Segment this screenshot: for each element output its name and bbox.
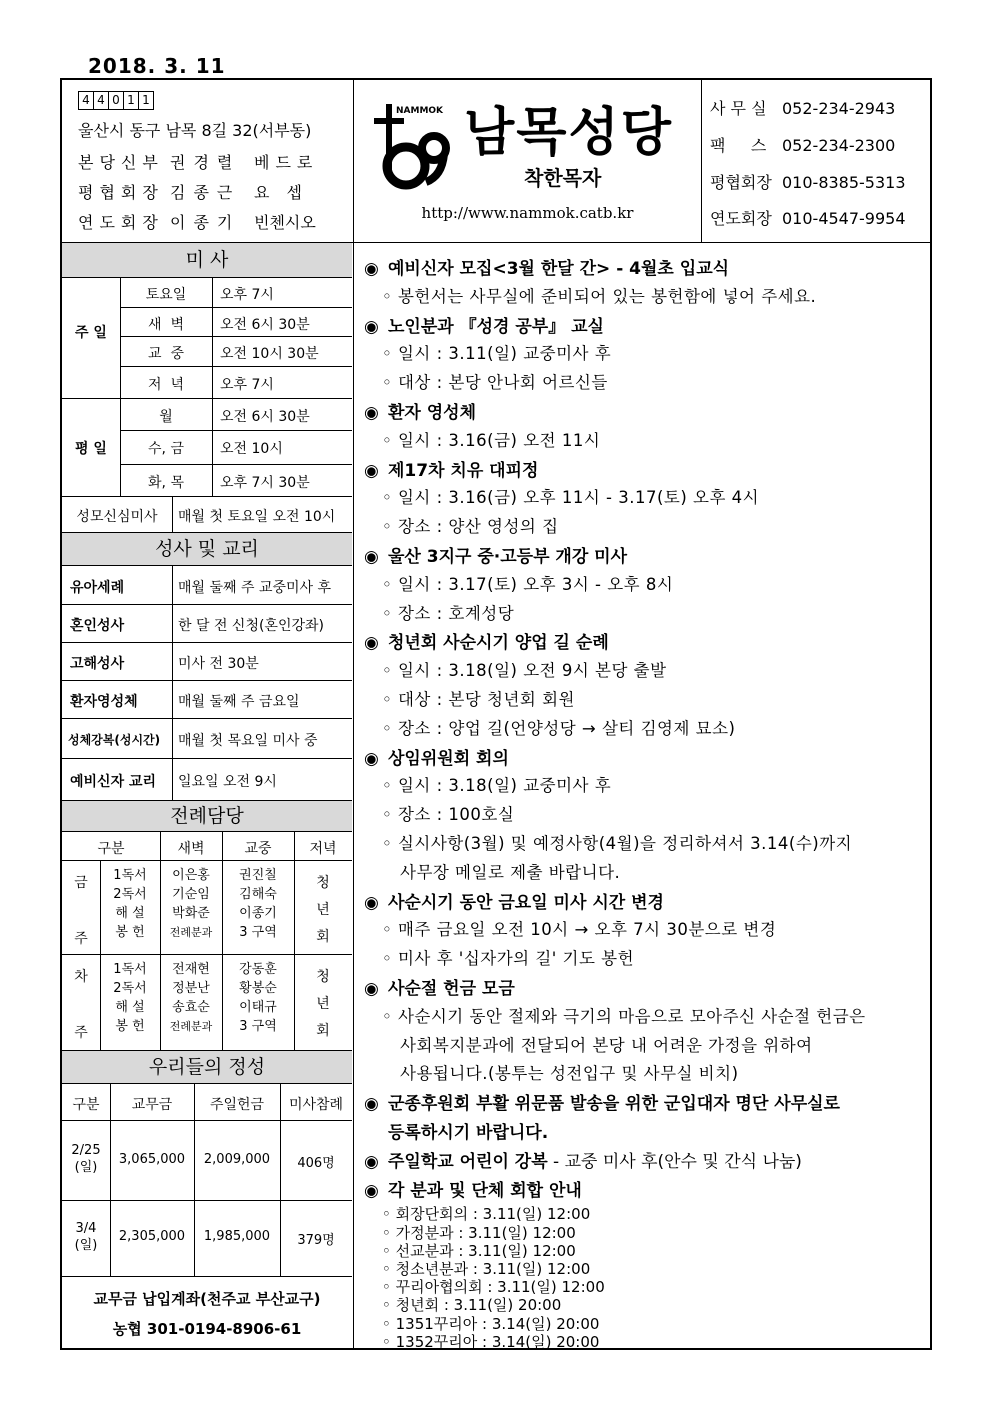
meeting-line: ◦ 선교분과 : 3.11(일) 12:00: [382, 1241, 576, 1260]
liturgy-person: 정분난: [172, 981, 210, 996]
liturgy-week-label: 주: [74, 931, 88, 947]
contact-label: 평협회장: [710, 173, 772, 192]
notice-heading-text: 울산 3지구 중·고등부 개강 미사: [388, 547, 628, 567]
notice-line: ◦ 일시 : 3.18(일) 오전 9시 본당 출발: [382, 661, 667, 681]
offering-header: 미사참례: [288, 1097, 344, 1113]
bullet-icon: ◉: [364, 316, 379, 337]
notice-line-cont: 사용됩니다.(봉투는 성전입구 및 사무실 비치): [400, 1064, 739, 1084]
meeting-line: ◦ 꾸리아협의회 : 3.11(일) 12:00: [382, 1278, 605, 1297]
offering-dues: 3,065,000: [118, 1152, 186, 1167]
offering-attendance: 406명: [297, 1156, 335, 1171]
staff-saint: 베드로: [254, 153, 319, 172]
liturgy-person: 송효순: [172, 1000, 210, 1015]
notice-heading-tail: - 교중 미사 후(안수 및 간식 나눔): [547, 1151, 802, 1172]
logo-text: NAMMOK: [396, 106, 444, 116]
offering-collection: 2,009,000: [203, 1152, 271, 1167]
notice-heading-text: 예비신자 모집<3월 한달 간> - 4월초 입교식: [388, 259, 730, 279]
notice-line-cont: 사무장 메일로 제출 바랍니다.: [400, 862, 621, 882]
account-number: 농협 301-0194-8906-61: [112, 1320, 302, 1338]
sacrament-desc: 미사 전 30분: [178, 656, 259, 672]
notice-heading: [364, 398, 476, 423]
contact-value: 052-234-2943: [782, 99, 896, 118]
notice-line: ◦ 사순시기 동안 절제와 극기의 마음으로 모아주신 사순절 헌금은: [382, 1006, 866, 1026]
sacrament-name: 유아세례: [70, 580, 125, 596]
bullet-icon: ◉: [364, 1180, 379, 1201]
notices-column: [354, 242, 932, 1350]
bullet-icon: ◉: [364, 403, 379, 423]
liturgy-person: 년: [316, 902, 330, 918]
header-contacts: [702, 80, 932, 242]
offering-day-value: (일): [74, 1238, 98, 1253]
sunday-label: 주 일: [75, 325, 107, 341]
bullet-icon: ◉: [364, 1151, 379, 1172]
mass-time: 오후 7시: [220, 377, 274, 393]
sacrament-name: 혼인성사: [70, 618, 125, 634]
offering-date: [62, 1220, 110, 1254]
liturgy-header: 교중: [244, 841, 272, 857]
notice-line: ◦ 일시 : 3.16(금) 오후 11시 - 3.17(토) 오후 4시: [382, 488, 760, 508]
liturgy-header: 새벽: [177, 841, 205, 857]
mass-day: 새 벽: [148, 317, 184, 333]
liturgy-person: 3 구역: [239, 1019, 277, 1034]
liturgy-title: 전례담당: [62, 800, 352, 832]
mass-title: 미 사: [62, 242, 352, 278]
notice-heading: [364, 542, 627, 567]
liturgy-person: 청: [316, 875, 330, 891]
notice-line: ◦ 장소 : 100호실: [382, 805, 515, 825]
liturgy-person: 권진칠: [239, 868, 277, 883]
notice-line: ◦ 장소 : 양업 길(언양성당 → 살티 김영제 묘소): [382, 718, 736, 738]
notice-line: ◦ 일시 : 3.11(일) 교중미사 후: [382, 344, 612, 364]
contact-value: 010-4547-9954: [782, 209, 906, 228]
liturgy-person: 전재현: [172, 962, 210, 977]
sacrament-desc: 매월 첫 목요일 미사 중: [178, 733, 318, 749]
sacrament-desc: 매월 둘째 주 교중미사 후: [178, 580, 332, 596]
notice-line: ◦ 장소 : 호계성당: [382, 603, 515, 623]
liturgy-person: 년: [316, 996, 330, 1012]
mass-day: 교 중: [148, 346, 184, 362]
notice-line: ◦ 장소 : 양산 영성의 집: [382, 517, 559, 537]
liturgy-week-label: 주: [74, 1025, 88, 1041]
liturgy-dawn: [160, 960, 222, 1036]
notice-heading-text: 군종후원회 부활 위문품 발송을 위한 군입대자 명단 사무실로: [388, 1094, 840, 1115]
bullet-icon: ◉: [364, 892, 379, 913]
notice-heading: [364, 974, 515, 999]
liturgy-person: 전례분과: [169, 1020, 213, 1033]
staff-row: [78, 210, 316, 233]
zip-digit: 4: [93, 91, 109, 110]
bullet-icon: ◉: [364, 633, 379, 654]
notice-line-cont: 사회복지분과에 전달되어 본당 내 어려운 가정을 위하여: [400, 1035, 813, 1055]
liturgy-person: 청: [316, 969, 330, 985]
notice-line: ◦ 일시 : 3.18(일) 교중미사 후: [382, 776, 612, 796]
liturgy-week-label: 차: [74, 969, 88, 985]
mass-day: 수, 금: [148, 441, 184, 457]
contact-label: 사 무 실: [710, 99, 767, 118]
zip-digit: 1: [123, 91, 139, 110]
mass-time: 오후 7시 30분: [220, 475, 310, 491]
bulletin-date: 2018. 3. 11: [88, 54, 226, 78]
bullet-icon: ◉: [364, 1094, 379, 1115]
notice-heading-text: 환자 영성체: [388, 403, 477, 423]
offering-header: 교무금: [131, 1097, 173, 1113]
liturgy-person: 김해숙: [239, 887, 277, 902]
zip-digit: 1: [138, 91, 154, 110]
offering-dues: 2,305,000: [118, 1229, 186, 1244]
bullet-icon: ◉: [364, 748, 379, 769]
notice-heading: [364, 744, 509, 769]
liturgy-person: 황봉순: [239, 981, 277, 996]
contact-row: [710, 206, 906, 229]
liturgy-person: 박화준: [172, 906, 210, 921]
notice-heading-text: 노인분과 『성경 공부』 교실: [388, 316, 604, 337]
sacrament-name: 고해성사: [70, 656, 125, 672]
contact-label: 팩 스: [710, 136, 767, 155]
account-title: 교무금 납입계좌(천주교 부산교구): [93, 1290, 321, 1308]
liturgy-dawn: [160, 866, 222, 942]
contact-row: [710, 170, 906, 193]
liturgy-person: 3 구역: [239, 925, 277, 940]
notice-heading: [364, 628, 609, 653]
liturgy-person: 기순임: [172, 887, 210, 902]
mass-time: 오후 7시: [220, 287, 274, 303]
bullet-icon: ◉: [364, 259, 379, 279]
staff-name: 김종근: [170, 183, 241, 202]
parish-logo-icon: [368, 96, 458, 196]
mass-day: 월: [159, 409, 173, 425]
offering-date: [62, 1142, 110, 1176]
zip-code: [78, 91, 153, 110]
meeting-line: ◦ 청소년분과 : 3.11(일) 12:00: [382, 1260, 591, 1278]
notice-line: ◦ 매주 금요일 오전 10시 → 오후 7시 30분으로 변경: [382, 920, 777, 940]
liturgy-roles: [100, 866, 160, 942]
notice-line: ◦ 일시 : 3.17(토) 오후 3시 - 오후 8시: [382, 574, 674, 594]
mass-day: 토요일: [145, 287, 187, 303]
contact-label: 연도회장: [710, 209, 772, 228]
sacrament-desc: 일요일 오전 9시: [178, 774, 277, 790]
offering-attendance: 379명: [297, 1233, 335, 1248]
notice-line: ◦ 대상 : 본당 안나회 어르신들: [382, 373, 608, 393]
liturgy-main: [222, 960, 294, 1036]
liturgy-person: 전례분과: [169, 926, 213, 939]
zip-digit: 4: [78, 91, 94, 110]
mass-time: 오전 10시: [220, 441, 283, 457]
liturgy-person: 회: [316, 1023, 330, 1039]
notice-heading-text: 청년회 사순시기 양업 길 순례: [388, 633, 609, 654]
staff-role: 본당신부: [78, 153, 164, 172]
address: 울산시 동구 남목 8길 32(서부동): [78, 121, 312, 140]
offering-header: 구분: [72, 1097, 100, 1113]
liturgy-main: [222, 866, 294, 942]
offerings-title: 우리들의 정성: [62, 1050, 352, 1084]
offering-collection: 1,985,000: [203, 1229, 271, 1244]
parish-url[interactable]: http://www.nammok.catb.kr: [421, 204, 634, 222]
mass-time: 오전 6시 30분: [220, 317, 310, 333]
parish-subtitle: 착한목자: [524, 166, 602, 190]
liturgy-evening: [294, 964, 352, 1045]
special-mass-time: 매월 첫 토요일 오전 10시: [178, 509, 336, 525]
staff-name: 이종기: [170, 213, 241, 232]
special-mass-label: 성모신심미사: [76, 509, 158, 525]
liturgy-person: 이은홍: [172, 868, 210, 883]
liturgy-role: 1독서: [113, 962, 147, 977]
liturgy-person: 강동훈: [239, 962, 277, 977]
notice-heading: [364, 456, 538, 481]
liturgy-role: 1독서: [113, 868, 147, 883]
sacrament-name: 예비신자 교리: [70, 774, 157, 790]
liturgy-role: 해 설: [115, 906, 145, 921]
mass-day: 화, 목: [148, 475, 184, 491]
staff-role: 연도회장: [78, 213, 164, 232]
staff-saint: 요 셉: [254, 183, 308, 202]
bullet-icon: ◉: [364, 460, 379, 481]
notice-heading-text: 제17차 치유 대피정: [388, 460, 539, 481]
liturgy-role: 2독서: [113, 981, 147, 996]
notice-heading: [364, 254, 729, 279]
liturgy-role: 봉 헌: [115, 925, 145, 940]
meeting-line: ◦ 1352꾸리아 : 3.14(일) 20:00: [382, 1332, 600, 1351]
meeting-line: ◦ 1351꾸리아 : 3.14(일) 20:00: [382, 1314, 600, 1333]
zip-digit: 0: [108, 91, 124, 110]
parish-name: 남목성당: [464, 103, 673, 163]
bulletin-frame: [60, 78, 932, 1350]
contact-row: [710, 133, 895, 156]
sacraments-title: 성사 및 교리: [62, 532, 352, 566]
sacrament-desc: 매월 둘째 주 금요일: [178, 694, 300, 710]
liturgy-person: 이태규: [239, 1000, 277, 1015]
liturgy-week-label: 금: [74, 875, 88, 891]
offering-header: 주일헌금: [209, 1097, 265, 1113]
liturgy-header: 구분: [97, 841, 125, 857]
notice-heading-text: 각 분과 및 단체 회합 안내: [388, 1180, 582, 1201]
liturgy-roles: [100, 960, 160, 1036]
notice-line: ◦ 봉헌서는 사무실에 준비되어 있는 봉헌함에 넣어 주세요.: [382, 286, 817, 306]
notice-heading: [364, 888, 664, 913]
notice-heading-text: 사순절 헌금 모금: [388, 979, 515, 999]
header-title: [354, 80, 702, 242]
sacrament-desc: 한 달 전 신청(혼인강좌): [178, 618, 324, 634]
sacrament-name: 환자영성체: [70, 694, 138, 710]
staff-row: [78, 150, 318, 173]
liturgy-person: 회: [316, 929, 330, 945]
notice-heading-text: 주일학교 어린이 강복: [388, 1151, 548, 1172]
liturgy-role: 해 설: [115, 1000, 145, 1015]
notice-heading: [364, 312, 604, 337]
bullet-icon: ◉: [364, 979, 379, 999]
liturgy-person: 이종기: [239, 906, 277, 921]
notice-line: ◦ 대상 : 본당 청년회 회원: [382, 690, 575, 709]
meeting-line: ◦ 회장단회의 : 3.11(일) 12:00: [382, 1205, 591, 1224]
contact-row: [710, 96, 895, 119]
weekday-label: 평 일: [75, 441, 107, 457]
staff-saint: 빈첸시오: [254, 213, 316, 232]
sacrament-name: 성체강복(성시간): [68, 733, 161, 747]
notice-line: ◦ 실시사항(3월) 및 예정사항(4월)을 정리하셔서 3.14(수)까지: [382, 834, 853, 853]
staff-row: [78, 180, 308, 203]
notice-heading-cont: 등록하시기 바랍니다.: [388, 1123, 549, 1143]
mass-time: 오전 6시 30분: [220, 409, 310, 425]
notice-line: ◦ 일시 : 3.16(금) 오전 11시: [382, 430, 601, 450]
schedule-column: [62, 242, 354, 1350]
header-info: [62, 80, 354, 242]
contact-value: 010-8385-5313: [782, 173, 906, 192]
offering-date-value: 2/25: [71, 1143, 101, 1158]
notice-heading-text: 상임위원회 회의: [388, 748, 509, 769]
staff-role: 평협회장: [78, 183, 164, 202]
notice-heading: [364, 1176, 582, 1201]
offering-day-value: (일): [74, 1160, 98, 1175]
liturgy-role: 2독서: [113, 887, 147, 902]
mass-day: 저 녁: [148, 377, 184, 393]
notice-line: ◦ 미사 후 '십자가의 길' 기도 봉헌: [382, 949, 635, 969]
mass-time: 오전 10시 30분: [220, 346, 319, 362]
bullet-icon: ◉: [364, 547, 379, 567]
meeting-line: ◦ 가정분과 : 3.11(일) 12:00: [382, 1223, 576, 1242]
contact-value: 052-234-2300: [782, 136, 896, 155]
notice-heading-text: 사순시기 동안 금요일 미사 시간 변경: [388, 892, 664, 913]
notice-heading: [364, 1147, 802, 1172]
staff-name: 권경렬: [170, 153, 241, 172]
liturgy-role: 봉 헌: [115, 1019, 145, 1034]
offering-date-value: 3/4: [75, 1221, 97, 1236]
meeting-line: ◦ 청년회 : 3.11(일) 20:00: [382, 1296, 562, 1315]
liturgy-evening: [294, 870, 352, 951]
liturgy-header: 저녁: [309, 841, 337, 857]
notice-heading: [364, 1089, 840, 1114]
